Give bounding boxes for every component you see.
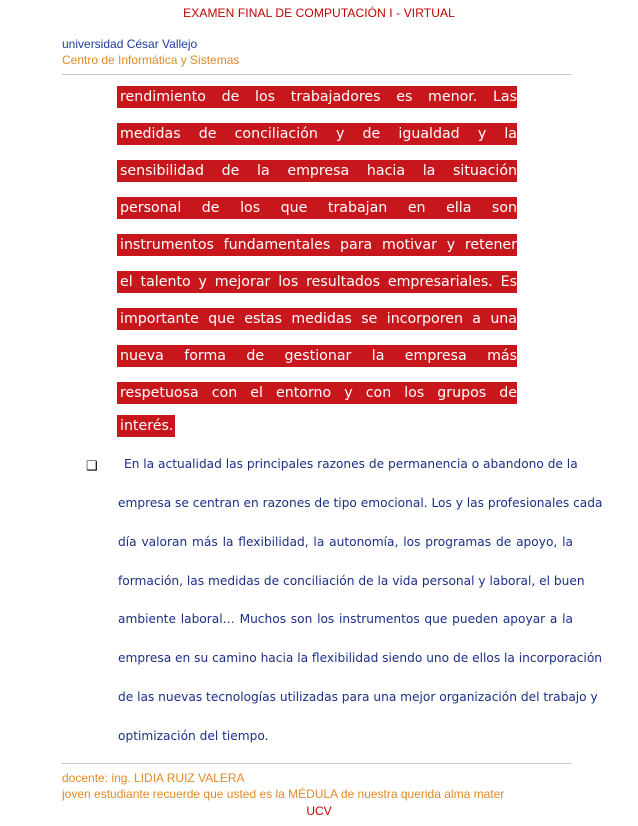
highlighted-line: el talento y mejorar los resultados empresariales. Es: [117, 271, 517, 293]
paragraph-line: empresa en su camino hacia la flexibilidad siendo uno de ellos la incorporación: [118, 651, 602, 665]
paragraph-line: empresa se centran en razones de tipo emocional. Los y las profesionales cada: [118, 496, 603, 510]
highlighted-line: importante que estas medidas se incorporen a una: [117, 308, 517, 330]
teacher-name: docente: ing. LIDIA RUIZ VALERA: [62, 771, 245, 785]
ucv-label: UCV: [306, 804, 332, 818]
highlighted-line: personal de los que trabajan en ella son: [117, 197, 517, 219]
highlighted-line: sensibilidad de la empresa hacia la situación: [117, 160, 517, 182]
exam-title: EXAMEN FINAL DE COMPUTACIÓN I - VIRTUAL: [183, 6, 455, 20]
highlighted-line: rendimiento de los trabajadores es menor. Las: [117, 86, 517, 108]
center-name: Centro de Informática y Sistemas: [62, 53, 240, 67]
paragraph-line: En la actualidad las principales razones de permanencia o abandono de la: [124, 457, 578, 471]
highlighted-line: interés.: [117, 415, 175, 437]
highlighted-line: respetuosa con el entorno y con los grupos de: [117, 382, 517, 404]
footer-motto: joven estudiante recuerde que usted es la MÉDULA de nuestra querida alma mater: [62, 787, 505, 801]
paragraph-line: ambiente laboral… Muchos son los instrumentos que pueden apoyar a la: [118, 612, 573, 626]
paragraph-line: formación, las medidas de conciliación de la vida personal y laboral, el buen: [118, 574, 585, 588]
paragraph-line: día valoran más la flexibilidad, la autonomía, los programas de apoyo, la: [118, 535, 573, 549]
footer-divider: [62, 763, 572, 764]
checkbox-bullet-icon: ❑: [86, 458, 98, 473]
university-name: universidad César Vallejo: [62, 37, 198, 51]
header-divider: [62, 74, 572, 75]
highlighted-line: nueva forma de gestionar la empresa más: [117, 345, 517, 367]
highlighted-line: instrumentos fundamentales para motivar y retener: [117, 234, 517, 256]
paragraph-line: optimización del tiempo.: [118, 729, 269, 743]
highlighted-line: medidas de conciliación y de igualdad y la: [117, 123, 517, 145]
paragraph-line: de las nuevas tecnologías utilizadas para una mejor organización del trabajo y: [118, 690, 598, 704]
